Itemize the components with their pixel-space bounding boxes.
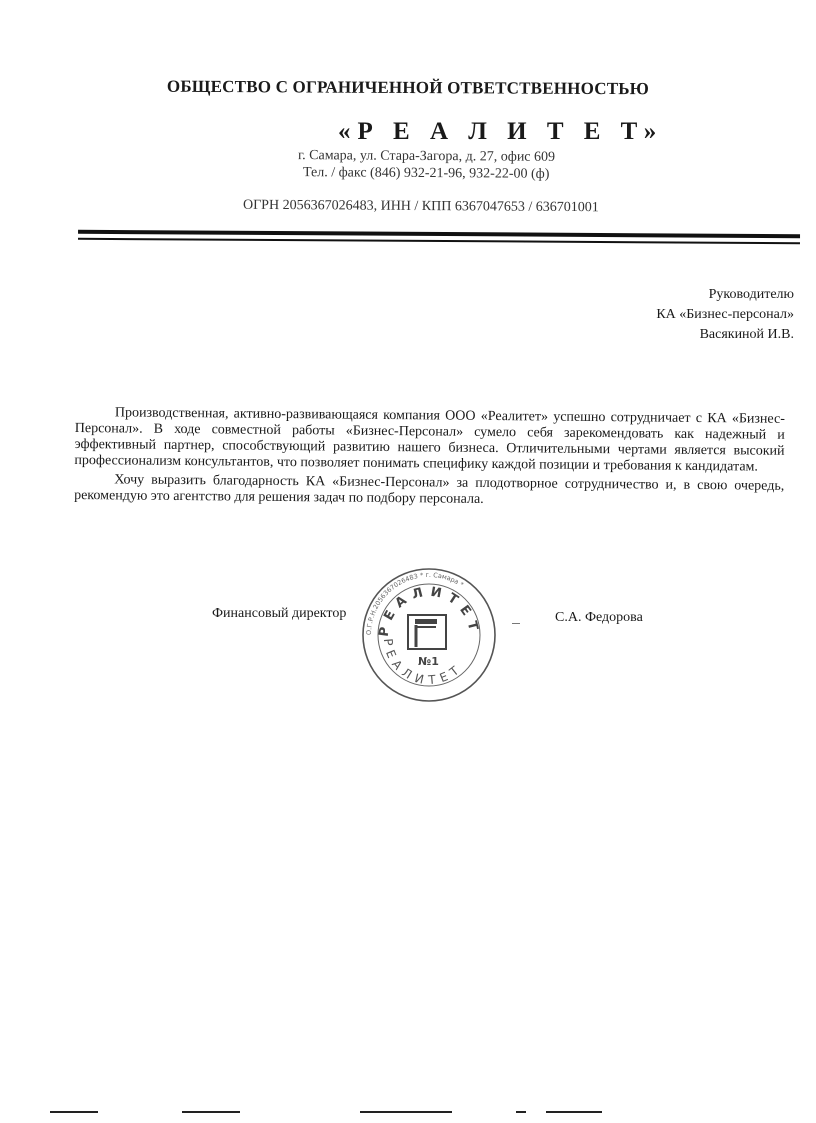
- signer-title: Финансовый директор: [212, 606, 347, 621]
- org-type-heading: ОБЩЕСТВО С ОГРАНИЧЕННОЙ ОТВЕТСТВЕННОСТЬЮ: [166, 76, 650, 99]
- company-phone: Тел. / факс (846) 932-21-96, 932-22-00 (ф): [302, 165, 550, 182]
- recipient-agency: КА «Бизнес-персонал»: [656, 307, 794, 322]
- company-name: «Р Е А Л И Т Е Т»: [338, 118, 664, 145]
- company-address: г. Самара, ул. Стара-Загора, д. 27, офис 609: [297, 148, 556, 165]
- letter-body: [74, 405, 785, 514]
- seal-graphic: [360, 565, 498, 705]
- company-registration: ОГРН 2056367026483, ИНН / КПП 6367047653 / 636701001: [242, 197, 599, 216]
- body-paragraph-1: Производственная, активно-развивающаяся компания ООО «Реалитет» успешно сотрудничает с КА «Бизнес-Персонал». В ходе совместной работы «Бизнес-Персонал» сумело себя зарекомендовать как надежный и эффективный партнер, способствующий развитию нашего бизнеса. Отличительными чертами является высокий профессионализм консультантов, что позволяет понимать специфику каждой позиции и требования к кандидатам.: [74, 405, 785, 475]
- signature-mark: [512, 623, 520, 624]
- seal-bottom-text: Р Е А Л И Т Е Т: [380, 637, 463, 688]
- svg-text:Р Е А Л И Т Е Т: [377, 585, 481, 638]
- recipient-title: Руководителю: [708, 287, 794, 302]
- recipient-block: [656, 285, 794, 345]
- letterhead-divider: [78, 230, 800, 250]
- signer-name: С.А. Федорова: [555, 610, 643, 625]
- seal-outer-text: О.Г.Р.Н.2056367026483 * г. Самара *: [364, 570, 466, 636]
- company-seal: [360, 565, 498, 705]
- recipient-name: Васякиной И.В.: [699, 327, 794, 342]
- seal-top-text: Р Е А Л И Т Е Т: [376, 584, 481, 638]
- footer-rule-5: [546, 1111, 602, 1113]
- seal-logo-icon: [408, 615, 446, 649]
- seal-number: №1: [418, 655, 439, 668]
- footer-rule-2: [182, 1111, 240, 1113]
- footer-rule-4: [516, 1111, 526, 1113]
- footer-rule-1: [50, 1111, 98, 1113]
- footer-rule-3: [360, 1111, 452, 1113]
- body-paragraph-2: Хочу выразить благодарность КА «Бизнес-Персонал» за плодотворное сотрудничество и, в свою очередь, рекомендую это агентство для решения задач по подбору персонала.: [74, 472, 785, 507]
